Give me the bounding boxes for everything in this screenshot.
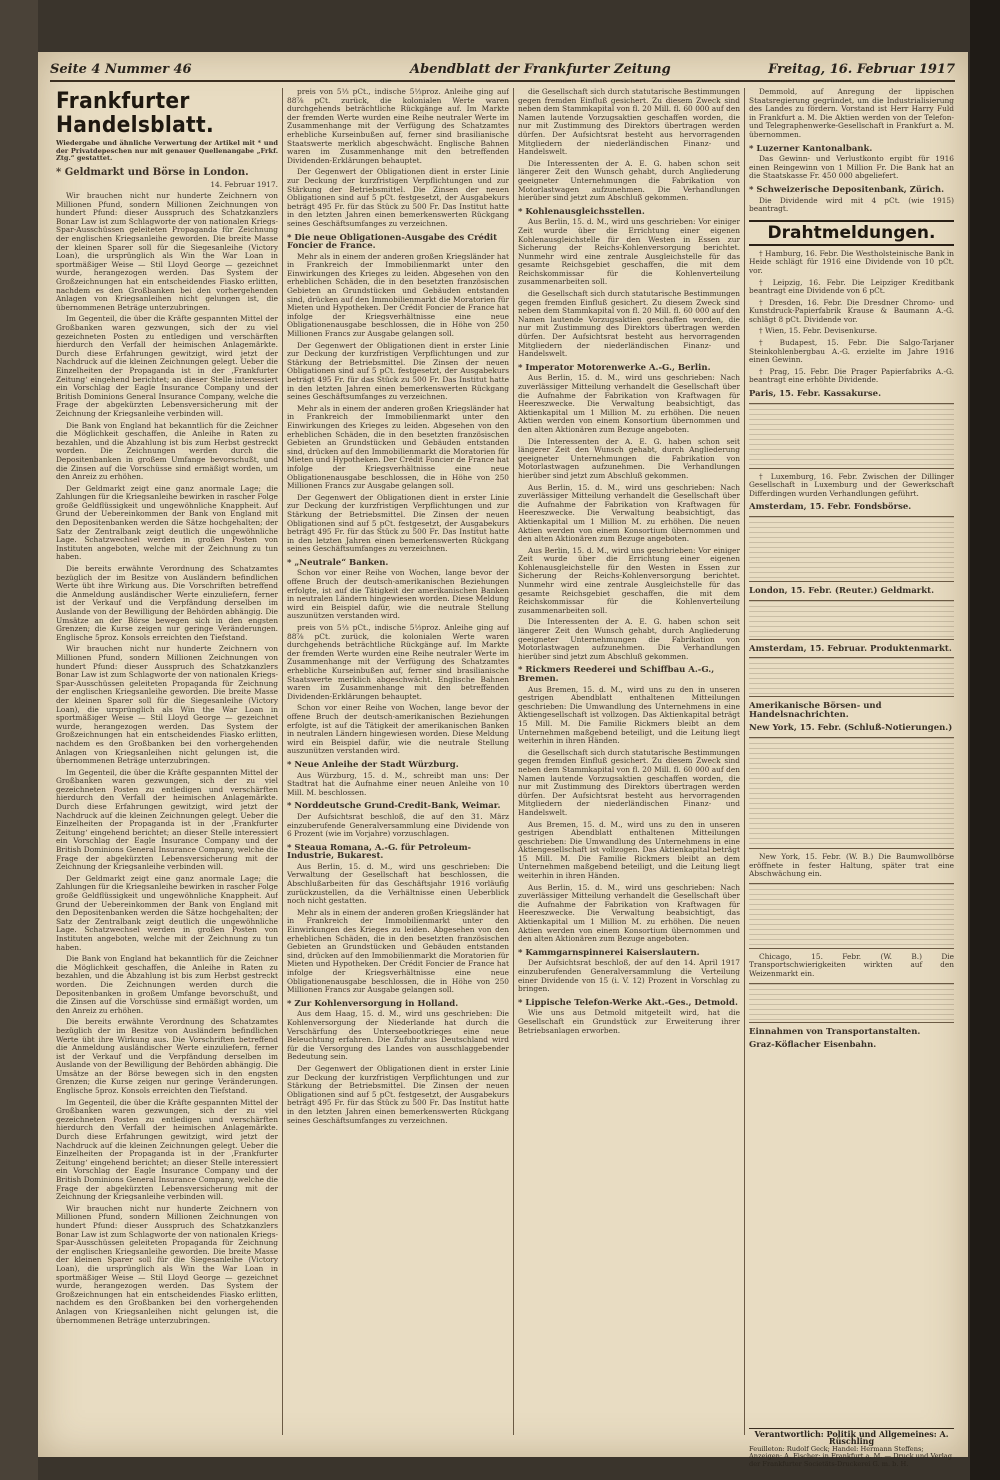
page-number: Seite 4 Nummer 46 [50, 62, 192, 77]
table-heading: Graz-Köflacher Eisenbahn. [749, 1040, 877, 1051]
article-paragraph: Der Gegenwert der Obligationen dient in erster Linie zur Deckung der kurzfristigen Verpflichtungen und zur Stärkung der Betriebsmittel. Die Zinsen der neuen Obligationen sind auf 5 pCt. festgesetzt, der Ausgabekurs beträgt 495 Fr. für das Stück zu 500 Fr. Das Institut hatte in den letzten Jahren einen bemerkenswerten Rückgang seines Geschäftsumfanges zu verzeichnen. [287, 167, 509, 228]
imprint-body: Feuilleton: Rudolf Geck; Handel: Hermann Steffens; Anzeigen: A. Fischer; in Frankfurt a. M. — Druck und Verlag der Frankfurter Societäts-Druckerei G. m. b. H. [749, 1444, 952, 1468]
section-heading: Drahtmeldungen. [749, 220, 954, 246]
imprint [749, 1428, 954, 1468]
table-heading: New York, 15. Febr. (Schluß-Notierungen.) [749, 723, 953, 734]
price-table [749, 737, 954, 849]
article-paragraph: Aus Berlin, 15. d. M., wird uns geschrieben: Vor einiger Zeit wurde über die Errichtung einer eigenen Kohlenausgleichstelle für den Westen in Essen zur Sicherung der Reichs-Kohlenversorgung berichtet. Nunmehr wird eine zentrale Ausgleichstelle für das gesamte Reichsgebiet geschaffen, die mit dem Reichskommissar für die Kohlenverteilung zusammenarbeiten soll. [518, 545, 740, 615]
price-table [749, 600, 954, 640]
article-paragraph: die Gesellschaft sich durch statutarische Bestimmungen gegen fremden Einfluß gesichert. Zu diesem Zweck sind neben dem Stammkapital von fl. 20 Mill. fl. 60 000 auf den Namen lautende Vorzugsaktien geschaffen worden, die nur mit Zustimmung des Direktors übertragen werden dürfen. Der Aufsichtsrat besteht aus hervorragenden Mitgliedern der niederländischen Finanz- und Handelswelt. [518, 289, 740, 359]
column-1 [56, 88, 278, 1435]
column-rule [744, 88, 745, 1435]
wire-report: Chicago, 15. Febr. (W. B.) Die Transportschwierigkeiten wirkten auf den Weizenmarkt ein. [749, 951, 954, 978]
page-header [50, 58, 955, 82]
article-paragraph: Die Bank von England hat bekanntlich für die Zeichner die Möglichkeit geschaffen, die Anleihe in Raten zu bezahlen, und die Abzahlung ist bis zum Herbst gestreckt worden. Die Zeichnungen werden durch die Depositenbanken in großem Umfange bevorschußt, und die Zinsen auf die Vorschüsse sind ermäßigt worden, um den Anreiz zu erhöhen. [56, 954, 278, 1015]
article-paragraph: Demmold, auf Anregung der lippischen Staatsregierung gegründet, um die Industrialisierung des Landes zu fördern. Vorstand ist Herr Harry Fuld in Frankfurt a. M. Die Aktien werden von der Telefon- und Telegraphenwerke-Gesellschaft in Frankfurt a. M. übernommen. [749, 88, 954, 139]
article-heading: * Geldmarkt und Börse in London. [56, 166, 249, 178]
section-heading: Einnahmen von Transportanstalten. [749, 1026, 921, 1037]
column-rule [282, 88, 283, 1435]
article-paragraph: Die Dividende wird mit 4 pCt. (wie 1915) beantragt. [749, 195, 954, 214]
article-heading: * Neue Anleihe der Stadt Würzburg. [287, 759, 459, 770]
table-heading: London, 15. Febr. (Reuter.) Geldmarkt. [749, 586, 935, 596]
scan-right-edge [970, 0, 1000, 1480]
column-4 [749, 88, 954, 1435]
article-heading: * Luzerner Kantonalbank. [749, 143, 873, 154]
price-table [749, 657, 954, 697]
price-table [749, 883, 954, 949]
article-paragraph: Der Gegenwert der Obligationen dient in erster Linie zur Deckung der kurzfristigen Verpflichtungen und zur Stärkung der Betriebsmittel. Die Zinsen der neuen Obligationen sind auf 5 pCt. festgesetzt, der Ausgabekurs beträgt 495 Fr. für das Stück zu 500 Fr. Das Institut hatte in den letzten Jahren einen bemerkenswerten Rückgang seines Geschäftsumfanges zu verzeichnen. [287, 492, 509, 554]
article-paragraph: Der Gegenwert der Obligationen dient in erster Linie zur Deckung der kurzfristigen Verpflichtungen und zur Stärkung der Betriebsmittel. Die Zinsen der neuen Obligationen sind auf 5 pCt. festgesetzt, der Ausgabekurs beträgt 495 Fr. für das Stück zu 500 Fr. Das Institut hatte in den letzten Jahren einen bemerkenswerten Rückgang seines Geschäftsumfanges zu verzeichnen. [287, 1063, 509, 1125]
reprint-notice: Wiedergabe und ähnliche Verwertung der Artikel mit * und der Privatdepeschen nur mit genauer Quellenangabe „Frkf. Ztg.“ gestattet. [56, 139, 278, 162]
article-paragraph: Der Geldmarkt zeigt eine ganz anormale Lage; die Zahlungen für die Kriegsanleihe bewirken in rascher Folge große Geldflüssigkeit und ungewöhnliche Knappheit. Auf Grund der Uebereinkommen der Bank von England mit den Depositenbanken werden die Sätze hochgehalten; der Satz der Zentralbank zeigt deutlich die ungewöhnliche Lage. Schatzwechsel werden in großen Posten von Instituten angeboten, welche mit der Zeichnung zu tun haben. [56, 873, 278, 952]
section-masthead: Frankfurter Handelsblatt. [56, 89, 214, 138]
article-paragraph: Im Gegenteil, die über die Kräfte gespannten Mittel der Großbanken waren gezwungen, sich der zu viel gezeichneten Posten zu entledigen und verschärften hierdurch den Verfall der heimischen Anlagemärkte. Durch diese Erfahrungen gewitzigt, wird jetzt der Nachdruck auf die kleinen Zeichnungen gelegt. Ueber die Einzelheiten der Propaganda ist in der ‚Frankfurter Zeitung‘ eingehend berichtet; an dieser Stelle interessiert ein Vorschlag der Eagle Insurance Company und der British Dominions General Insurance Company, welche die Frage der abgekürzten Lebensversicherung mit der Zeichnung der Kriegsanleihe verbinden will. [56, 314, 278, 418]
article-heading: * Schweizerische Depositenbank, Zürich. [749, 184, 945, 195]
article-paragraph: preis von 5⅓ pCt., indische 5⅓proz. Anleihe ging auf 88⅞ pCt. zurück, die kolonialen Werte waren durchgehends beträchtliche Rückgänge auf. Im Markte der fremden Werte wurden eine Reihe neutraler Werte im Zusammenhange mit der Verfügung des Schatzamtes erhebliche Kurseinbußen auf, ferner sind brasilianische Staatswerte merklich abgeschwächt. Englische Bahnen waren im Zusammenhange mit den betreffenden Dividenden-Erklärungen behauptet. [287, 623, 509, 701]
article-paragraph: Der Geldmarkt zeigt eine ganz anormale Lage; die Zahlungen für die Kriegsanleihe bewirken in rascher Folge große Geldflüssigkeit und ungewöhnliche Knappheit. Auf Grund der Uebereinkommen der Bank von England mit den Depositenbanken werden die Sätze hochgehalten; der Satz der Zentralbank zeigt deutlich die ungewöhnliche Lage. Schatzwechsel werden in großen Posten von Instituten angeboten, welche mit der Zeichnung zu tun haben. [56, 483, 278, 562]
article-paragraph: Der Aufsichtsrat beschloß, die auf den 31. März einzuberufende Generalversammlung eine Dividende von 6 Prozent (wie im Vorjahre) vorzuschlagen. [287, 811, 509, 839]
article-paragraph: Mehr als in einem der anderen großen Kriegsländer hat in Frankreich der Immobilienmarkt unter den Einwirkungen des Krieges zu leiden. Abgesehen von den erheblichen Schäden, die in den besetzten französischen Gebieten an Grundstücken und Gebäuden entstanden sind, drücken auf den Immobilienmarkt die Moratorien für Mieten und Hypotheken. Der Crédit Foncier de France hat infolge der Kriegsverhältnisse eine neue Obligationenausgabe beschlossen, die in Höhe von 250 Millionen Francs zur Ausgabe gelangen soll. [287, 251, 509, 339]
article-paragraph: Wie uns aus Detmold mitgeteilt wird, hat die Gesellschaft ein Grundstück zur Erweiterung ihrer Betriebsanlagen erworben. [518, 1008, 740, 1035]
wire-report: † Wien, 15. Febr. Devisenkurse. [759, 326, 878, 336]
article-paragraph: Die Interessenten der A. E. G. haben schon seit längerer Zeit den Wunsch gehabt, durch Angliederung geeigneter Unternehmungen die Fabrikation von Motorlastwagen aufzunehmen. Die Verhandlungen hierüber sind jetzt zum Abschluß gekommen. [518, 436, 740, 480]
article-heading: * Die neue Obligationen-Ausgabe des Crédit Foncier de France. [287, 232, 498, 252]
article-paragraph: Schon vor einer Reihe von Wochen, lange bevor der offene Bruch der deutsch-amerikanischen Beziehungen erfolgte, ist auf die Tätigkeit der amerikanischen Banken in neutralen Ländern hingewiesen worden. Diese Meldung wird ein Beispiel dafür, wie die neutrale Stellung auszunützen verstanden wird. [287, 703, 509, 756]
article-paragraph: die Gesellschaft sich durch statutarische Bestimmungen gegen fremden Einfluß gesichert. Zu diesem Zweck sind neben dem Stammkapital von fl. 20 Mill. fl. 60 000 auf den Namen lautende Vorzugsaktien geschaffen worden, die nur mit Zustimmung des Direktors übertragen werden dürfen. Der Aufsichtsrat besteht aus hervorragenden Mitgliedern der niederländischen Finanz- und Handelswelt. [518, 747, 740, 817]
article-paragraph: Aus Bremen, 15. d. M., wird uns zu den in unseren gestrigen Abendblatt enthaltenen Mitteilungen geschrieben: Die Umwandlung des Unternehmens in eine Aktiengesellschaft ist vollzogen. Das Aktienkapital beträgt 15 Mill. M. Die Familie Rickmers bleibt an dem Unternehmen maßgebend beteiligt, und die Leitung liegt weiterhin in ihren Händen. [518, 819, 740, 881]
article-paragraph: Wir brauchen nicht nur hunderte Zeichnern von Millionen Pfund, sondern Millionen Zeichnungen von hundert Pfund: dieser Ausspruch des Schatzkanzlers Bonar Law ist zum Schlagworte der von nationalen Kriegs-Spar-Ausschüssen geleiteten Propaganda für Zeichnung der englischen Kriegsanleihe geworden. Die breite Masse der kleinen Sparer soll für die Siegesanleihe (Victory Loan), die ursprünglich als Win the War Loan in sportmäßiger Weise — Stil Lloyd George — gezeichnet wurde, herangezogen werden. Das System der Großzeichnungen hat ein entscheidendes Fiasko erlitten, nachdem es den Großbanken bei den vorhergehenden Anlagen von Kriegsanleihen nicht gelungen ist, die übernommenen Beträge unterzubringen. [56, 644, 278, 766]
article-paragraph: Aus Bremen, 15. d. M., wird uns zu den in unseren gestrigen Abendblatt enthaltenen Mitteilungen geschrieben: Die Umwandlung des Unternehmens in eine Aktiengesellschaft ist vollzogen. Das Aktienkapital beträgt 15 Mill. M. Die Familie Rickmers bleibt an dem Unternehmen maßgebend beteiligt, und die Leitung liegt weiterhin in ihren Händen. [518, 684, 740, 746]
wire-report: New York, 15. Febr. (W. B.) Die Baumwollbörse eröffnete in fester Haltung, später trat eine Abschwächung ein. [749, 851, 954, 879]
article-dateline: 14. Februar 1917. [210, 179, 278, 189]
price-table [749, 516, 954, 582]
wire-report: † Dresden, 16. Febr. Die Dresdner Chromo- und Kunstdruck-Papierfabrik Krause & Baumann A.-G. schlägt 8 pCt. Dividende vor. [749, 297, 954, 324]
article-paragraph: Mehr als in einem der anderen großen Kriegsländer hat in Frankreich der Immobilienmarkt unter den Einwirkungen des Krieges zu leiden. Abgesehen von den erheblichen Schäden, die in den besetzten französischen Gebieten an Grundstücken und Gebäuden entstanden sind, drücken auf den Immobilienmarkt die Moratorien für Mieten und Hypotheken. Der Crédit Foncier de France hat infolge der Kriegsverhältnisse eine neue Obligationenausgabe beschlossen, die in Höhe von 250 Millionen Francs zur Ausgabe gelangen soll. [287, 907, 509, 995]
article-paragraph: Aus Würzburg, 15. d. M., schreibt man uns: Der Stadtrat hat die Aufnahme einer neuen Anleihe von 10 Mill. M. beschlossen. [287, 770, 509, 797]
article-paragraph: Der Gegenwert der Obligationen dient in erster Linie zur Deckung der kurzfristigen Verpflichtungen und zur Stärkung der Betriebsmittel. Die Zinsen der neuen Obligationen sind auf 5 pCt. festgesetzt, der Ausgabekurs beträgt 495 Fr. für das Stück zu 500 Fr. Das Institut hatte in den letzten Jahren einen bemerkenswerten Rückgang seines Geschäftsumfanges zu verzeichnen. [287, 340, 509, 402]
article-paragraph: die Gesellschaft sich durch statutarische Bestimmungen gegen fremden Einfluß gesichert. Zu diesem Zweck sind neben dem Stammkapital von fl. 20 Mill. fl. 60 000 auf den Namen lautende Vorzugsaktien geschaffen worden, die nur mit Zustimmung des Direktors übertragen werden dürfen. Der Aufsichtsrat besteht aus hervorragenden Mitgliedern der niederländischen Finanz- und Handelswelt. [518, 88, 740, 157]
section-heading: Amerikanische Börsen- und Handelsnachrichten. [749, 701, 882, 720]
article-paragraph: preis von 5⅓ pCt., indische 5⅓proz. Anleihe ging auf 88⅞ pCt. zurück, die kolonialen Werte waren durchgehends beträchtliche Rückgänge auf. Im Markte der fremden Werte wurden eine Reihe neutraler Werte im Zusammenhange mit der Verfügung des Schatzamtes erhebliche Kurseinbußen auf, ferner sind brasilianische Staatswerte merklich abgeschwächt. Englische Bahnen waren im Zusammenhange mit den betreffenden Dividenden-Erklärungen behauptet. [287, 88, 509, 165]
wire-report: † Luxemburg, 16. Febr. Zwischen der Dillinger Gesellschaft in Luxemburg und der Gewerkschaft Differdingen wurden Verhandlungen geführt. [749, 471, 954, 498]
article-heading: * „Neutrale“ Banken. [287, 557, 389, 568]
price-table [749, 983, 954, 1023]
article-paragraph: Wir brauchen nicht nur hunderte Zeichnern von Millionen Pfund, sondern Millionen Zeichnungen von hundert Pfund: dieser Ausspruch des Schatzkanzlers Bonar Law ist zum Schlagworte der von nationalen Kriegs-Spar-Ausschüssen geleiteten Propaganda für Zeichnung der englischen Kriegsanleihe geworden. Die breite Masse der kleinen Sparer soll für die Siegesanleihe (Victory Loan), die ursprünglich als Win the War Loan in sportmäßiger Weise — Stil Lloyd George — gezeichnet wurde, herangezogen werden. Das System der Großzeichnungen hat ein entscheidendes Fiasko erlitten, nachdem es den Großbanken bei den vorhergehenden Anlagen von Kriegsanleihen nicht gelungen ist, die übernommenen Beträge unterzubringen. [56, 1203, 278, 1325]
article-paragraph: Aus Berlin, 15. d. M., wird uns geschrieben: Vor einiger Zeit wurde über die Errichtung einer eigenen Kohlenausgleichstelle für den Westen in Essen zur Sicherung der Reichs-Kohlenversorgung berichtet. Nunmehr wird eine zentrale Ausgleichstelle für das gesamte Reichsgebiet geschaffen, die mit dem Reichskommissar für die Kohlenverteilung zusammenarbeiten soll. [518, 217, 740, 287]
article-paragraph: Mehr als in einem der anderen großen Kriegsländer hat in Frankreich der Immobilienmarkt unter den Einwirkungen des Krieges zu leiden. Abgesehen von den erheblichen Schäden, die in den besetzten französischen Gebieten an Grundstücken und Gebäuden entstanden sind, drücken auf den Immobilienmarkt die Moratorien für Mieten und Hypotheken. Der Crédit Foncier de France hat infolge der Kriegsverhältnisse eine neue Obligationenausgabe beschlossen, die in Höhe von 250 Millionen Francs zur Ausgabe gelangen soll. [287, 403, 509, 491]
issue-date: Freitag, 16. Februar 1917 [768, 62, 955, 77]
article-paragraph: Die Bank von England hat bekanntlich für die Zeichner die Möglichkeit geschaffen, die Anleihe in Raten zu bezahlen, und die Abzahlung ist bis zum Herbst gestreckt worden. Die Zeichnungen werden durch die Depositenbanken in großem Umfange bevorschußt, und die Zinsen auf die Vorschüsse sind ermäßigt worden, um den Anreiz zu erhöhen. [56, 420, 278, 482]
article-heading: * Steaua Romana, A.-G. für Petroleum-Industrie, Bukarest. [287, 842, 472, 862]
table-heading: Paris, 15. Febr. Kassakurse. [749, 389, 882, 400]
article-heading: * Zur Kohlenversorgung in Holland. [287, 998, 459, 1009]
paper-title: Abendblatt der Frankfurter Zeitung [410, 62, 671, 77]
column-3 [518, 88, 740, 1435]
article-paragraph: Die Interessenten der A. E. G. haben schon seit längerer Zeit den Wunsch gehabt, durch Angliederung geeigneter Unternehmungen die Fabrikation von Motorlastwagen aufzunehmen. Die Verhandlungen hierüber sind jetzt zum Abschluß gekommen. [518, 158, 740, 203]
article-paragraph: Aus Berlin, 15. d. M., wird uns geschrieben: Nach zuverlässiger Mitteilung verhandelt die Gesellschaft über die Aufnahme der Fabrikation von Kraftwagen für Heereszwecke. Die Verwaltung beabsichtigt, das Aktienkapital um 1 Million M. zu erhöhen. Die neuen Aktien werden von einem Konsortium übernommen und den alten Aktionären zum Bezuge angeboten. [518, 882, 740, 944]
article-paragraph: Schon vor einer Reihe von Wochen, lange bevor der offene Bruch der deutsch-amerikanischen Beziehungen erfolgte, ist auf die Tätigkeit der amerikanischen Banken in neutralen Ländern hingewiesen worden. Diese Meldung wird ein Beispiel dafür, wie die neutrale Stellung auszunützen verstanden wird. [287, 568, 509, 621]
wire-report: † Hamburg, 16. Febr. Die Westholsteinische Bank in Heide schlägt für 1916 eine Dividende von 10 pCt. vor. [749, 248, 954, 275]
table-heading: Amsterdam, 15. Februar. Produktenmarkt. [749, 643, 952, 654]
article-paragraph: Die bereits erwähnte Verordnung des Schatzamtes bezüglich der im Besitze von Ausländern befindlichen Werte übt ihre Wirkung aus. Die Vorschriften betreffend die Anmeldung ausländischer Werte einzuliefern, ferner ist der Verkauf und die Verpfändung derselben im Auslande von der Bewilligung der Behörden abhängig. Die Umsätze an der Börse bewegen sich in den engsten Grenzen; die Kurse zeigen nur geringe Veränderungen. Englische 5proz. Konsols erreichten den Tiefstand. [56, 1017, 278, 1096]
article-paragraph: Aus Berlin, 15. d. M., wird uns geschrieben: Nach zuverlässiger Mitteilung verhandelt die Gesellschaft über die Aufnahme der Fabrikation von Kraftwagen für Heereszwecke. Die Verwaltung beabsichtigt, das Aktienkapital um 1 Million M. zu erhöhen. Die neuen Aktien werden von einem Konsortium übernommen und den alten Aktionären zum Bezuge angeboten. [518, 482, 740, 544]
scan-left-edge [0, 0, 38, 1480]
article-heading: * Lippische Telefon-Werke Akt.-Ges., Detmold. [518, 997, 738, 1008]
article-heading: * Imperator Motorenwerke A.-G., Berlin. [518, 362, 711, 373]
article-heading: * Norddeutsche Grund-Credit-Bank, Weimar. [287, 801, 501, 812]
article-heading: * Rickmers Reederei und Schiffbau A.-G., Bremen. [518, 665, 715, 684]
table-heading: Amsterdam, 15. Febr. Fondsbörse. [749, 502, 912, 513]
price-table [749, 403, 954, 469]
article-heading: * Kohlenausgleichsstellen. [518, 206, 645, 217]
article-paragraph: Im Gegenteil, die über die Kräfte gespannten Mittel der Großbanken waren gezwungen, sich der zu viel gezeichneten Posten zu entledigen und verschärften hierdurch den Verfall der heimischen Anlagemärkte. Durch diese Erfahrungen gewitzigt, wird jetzt der Nachdruck auf die kleinen Zeichnungen gelegt. Ueber die Einzelheiten der Propaganda ist in der ‚Frankfurter Zeitung‘ eingehend berichtet; an dieser Stelle interessiert ein Vorschlag der Eagle Insurance Company und der British Dominions General Insurance Company, welche die Frage der abgekürzten Lebensversicherung mit der Zeichnung der Kriegsanleihe verbinden will. [56, 1097, 278, 1202]
article-paragraph: Aus dem Haag, 15. d. M., wird uns geschrieben: Die Kohlenversorgung der Niederlande hat durch die Verschärfung des Unterseebootkrieges eine neue Beleuchtung erfahren. Die Zufuhr aus Deutschland wird für die Versorgung des Landes von ausschlaggebender Bedeutung sein. [287, 1009, 509, 1062]
article-paragraph: Das Gewinn- und Verlustkonto ergibt für 1916 einen Reingewinn von 1 Million Fr. Die Bank hat an die Staatskasse Fr. 450 000 abgeliefert. [749, 154, 954, 181]
article-paragraph: Der Aufsichtsrat beschloß, der auf den 14. April 1917 einzuberufenden Generalversammlung die Verteilung einer Dividende von 15 (i. V. 12) Prozent in Vorschlag zu bringen. [518, 958, 740, 994]
article-paragraph: Die bereits erwähnte Verordnung des Schatzamtes bezüglich der im Besitze von Ausländern befindlichen Werte übt ihre Wirkung aus. Die Vorschriften betreffend die Anmeldung ausländischer Werte einzuliefern, ferner ist der Verkauf und die Verpfändung derselben im Auslande von der Bewilligung der Behörden abhängig. Die Umsätze an der Börse bewegen sich in den engsten Grenzen; die Kurse zeigen nur geringe Veränderungen. Englische 5proz. Konsols erreichten den Tiefstand. [56, 564, 278, 642]
article-paragraph: Aus Berlin, 15. d. M., wird uns geschrieben: Nach zuverlässiger Mitteilung verhandelt die Gesellschaft über die Aufnahme der Fabrikation von Kraftwagen für Heereszwecke. Die Verwaltung beabsichtigt, das Aktienkapital um 1 Million M. zu erhöhen. Die neuen Aktien werden von einem Konsortium übernommen und den alten Aktionären zum Bezuge angeboten. [518, 373, 740, 434]
article-paragraph: Im Gegenteil, die über die Kräfte gespannten Mittel der Großbanken waren gezwungen, sich der zu viel gezeichneten Posten zu entledigen und verschärften hierdurch den Verfall der heimischen Anlagemärkte. Durch diese Erfahrungen gewitzigt, wird jetzt der Nachdruck auf die kleinen Zeichnungen gelegt. Ueber die Einzelheiten der Propaganda ist in der ‚Frankfurter Zeitung‘ eingehend berichtet; an dieser Stelle interessiert ein Vorschlag der Eagle Insurance Company und der British Dominions General Insurance Company, welche die Frage der abgekürzten Lebensversicherung mit der Zeichnung der Kriegsanleihe verbinden will. [56, 767, 278, 872]
wire-report: † Budapest, 15. Febr. Die Salgo-Tarjaner Steinkohlenbergbau A.-G. erzielte im Jahre 1916 einen Gewinn. [749, 338, 954, 365]
imprint-heading: Verantwortlich: Politik und Allgemeines: A. Rüschling [754, 1429, 949, 1447]
wire-report: † Leipzig, 16. Febr. Die Leipziger Kreditbank beantragt eine Dividende von 6 pCt. [749, 277, 954, 296]
column-rule [513, 88, 514, 1435]
article-paragraph: Wir brauchen nicht nur hunderte Zeichnern von Millionen Pfund, sondern Millionen Zeichnungen von hundert Pfund: dieser Ausspruch des Schatzkanzlers Bonar Law ist zum Schlagworte der von nationalen Kriegs-Spar-Ausschüssen geleiteten Propaganda für Zeichnung der englischen Kriegsanleihe geworden. Die breite Masse der kleinen Sparer soll für die Siegesanleihe (Victory Loan), die ursprünglich als Win the War Loan in sportmäßiger Weise — Stil Lloyd George — gezeichnet wurde, herangezogen werden. Das System der Großzeichnungen hat ein entscheidendes Fiasko erlitten, nachdem es den Großbanken bei den vorhergehenden Anlagen von Kriegsanleihen nicht gelungen ist, die übernommenen Beträge unterzubringen. [56, 191, 278, 312]
wire-report: † Prag, 15. Febr. Die Prager Papierfabriks A.-G. beantragt eine erhöhte Dividende. [749, 366, 954, 385]
article-heading: * Kammgarnspinnerei Kaiserslautern. [518, 947, 700, 958]
article-paragraph: Die Interessenten der A. E. G. haben schon seit längerer Zeit den Wunsch gehabt, durch Angliederung geeigneter Unternehmungen die Fabrikation von Motorlastwagen aufzunehmen. Die Verhandlungen hierüber sind jetzt zum Abschluß gekommen. [518, 617, 740, 661]
column-2 [287, 88, 509, 1435]
article-paragraph: Aus Berlin, 15. d. M., wird uns geschrieben: Die Verwaltung der Gesellschaft hat beschlossen, die Abschlußarbeiten für das Geschäftsjahr 1916 vorläufig zurückzustellen, da die Verhältnisse einen Ueberblick noch nicht gestatten. [287, 861, 509, 906]
